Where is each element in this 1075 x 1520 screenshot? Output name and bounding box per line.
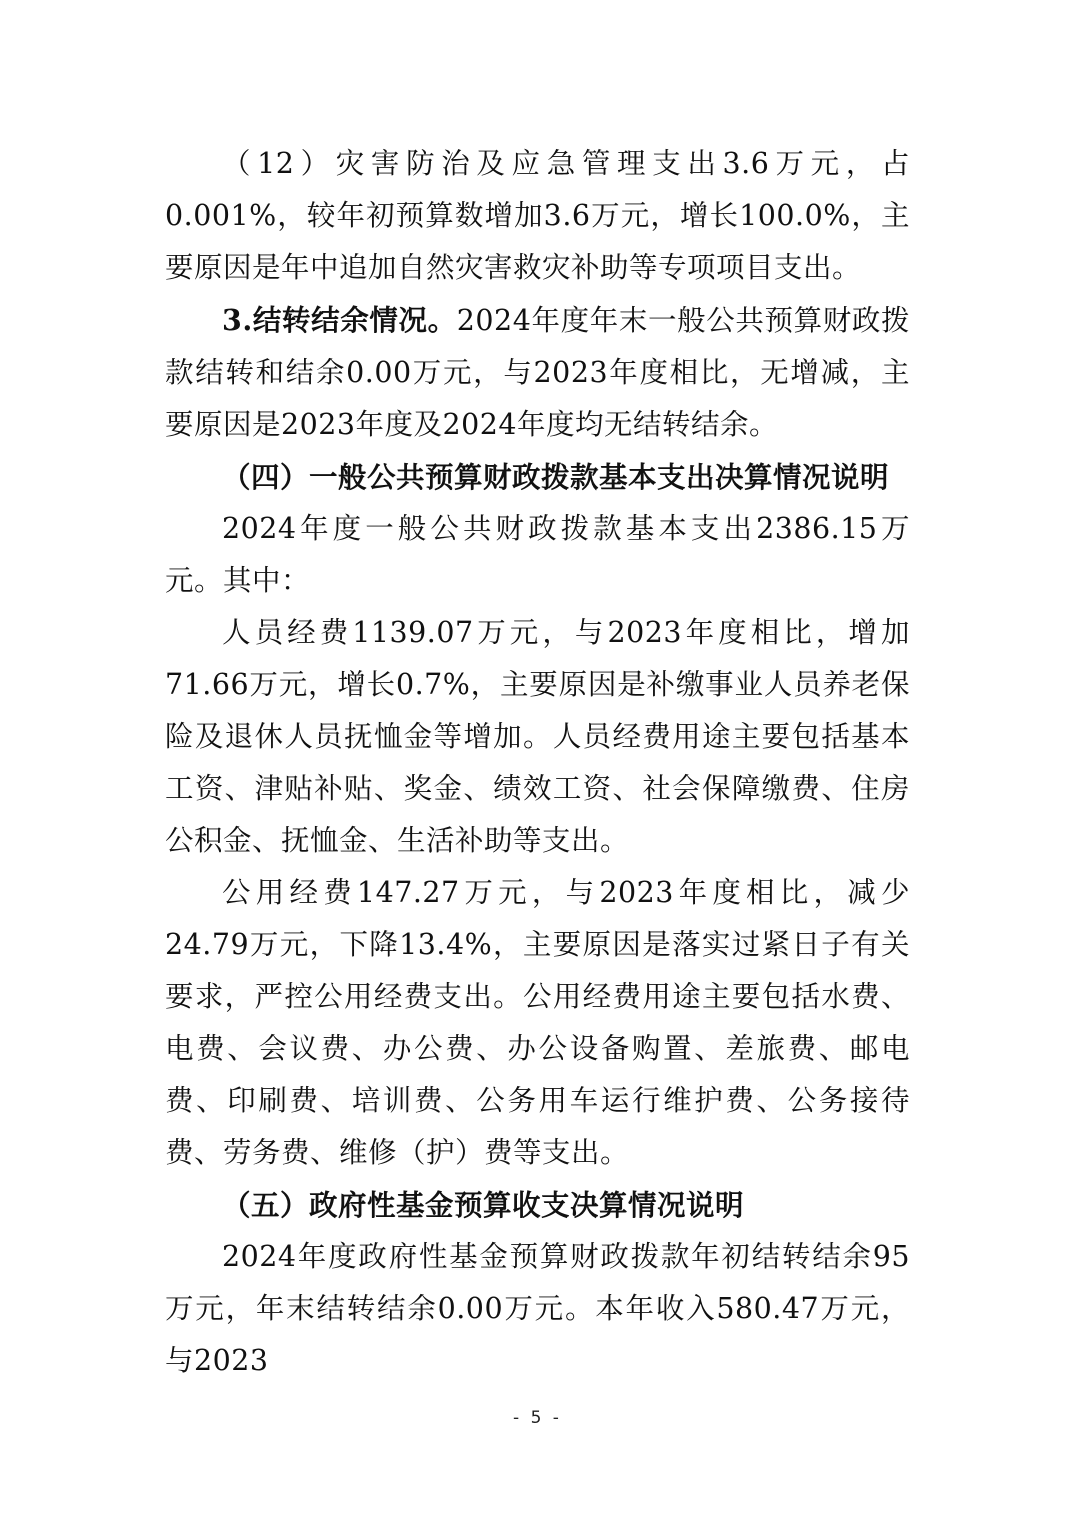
document-body bbox=[165, 138, 910, 1387]
carryover-label: 3.结转结余情况。 bbox=[222, 303, 457, 337]
paragraph-disaster-prevention: （12）灾害防治及应急管理支出3.6万元，占0.001%，较年初预算数增加3.6万元，增长100.0%，主要原因是年中追加自然灾害救灾补助等专项项目支出。 bbox=[165, 147, 910, 284]
paragraph-government-fund: 2024年度政府性基金预算财政拨款年初结转结余95万元，年末结转结余0.00万元。本年收入580.47万元，与2023 bbox=[165, 1240, 910, 1377]
heading-section-4: （四）一般公共预算财政拨款基本支出决算情况说明 bbox=[222, 460, 890, 494]
carryover-text: 2024年度年末一般公共预算财政拨款结转和结余0.00万元，与2023年度相比，无增减，主要原因是2023年度及2024年度均无结转结余。 bbox=[165, 304, 911, 441]
page-number: - 5 - bbox=[513, 1408, 562, 1428]
paragraph-basic-expenditure: 2024年度一般公共财政拨款基本支出2386.15万元。其中： bbox=[165, 512, 910, 597]
paragraph-personnel-expenses: 人员经费1139.07万元，与2023年度相比，增加71.66万元，增长0.7%，主要原因是补缴事业人员养老保险及退休人员抚恤金等增加。人员经费用途主要包括基本工资、津贴补贴、奖金、绩效工资、社会保障缴费、住房公积金、抚恤金、生活补助等支出。 bbox=[165, 616, 910, 857]
paragraph-public-expenses: 公用经费147.27万元，与2023年度相比，减少24.79万元，下降13.4%，主要原因是落实过紧日子有关要求，严控公用经费支出。公用经费用途主要包括水费、电费、会议费、办公费、办公设备购置、差旅费、邮电费、印刷费、培训费、公务用车运行维护费、公务接待费、劳务费、维修（护）费等支出。 bbox=[165, 876, 910, 1169]
paragraph-carryover bbox=[165, 294, 910, 451]
heading-section-5: （五）政府性基金预算收支决算情况说明 bbox=[222, 1188, 745, 1222]
